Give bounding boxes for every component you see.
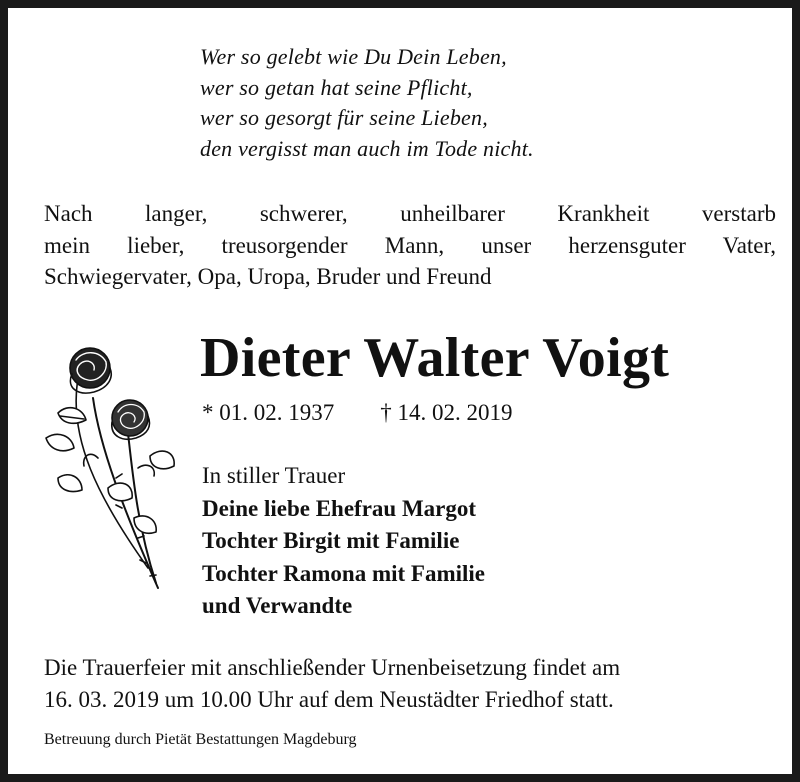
- mourners-heading: In stiller Trauer: [202, 463, 346, 488]
- life-dates: [202, 398, 513, 428]
- funeral-home-credit: Betreuung durch Pietät Bestattungen Magdeburg: [44, 731, 357, 748]
- deceased-name: Dieter Walter Voigt: [200, 327, 670, 389]
- announcement-text: [44, 198, 776, 293]
- roses-icon: [38, 338, 178, 598]
- poem-line: wer so gesorgt für seine Lieben,: [200, 105, 488, 130]
- announcement-line: mein lieber, treusorgender Mann, unser herzensguter Vater,: [44, 232, 776, 258]
- birth-date: * 01. 02. 1937: [202, 400, 335, 425]
- announcement-line: Nach langer, schwerer, unheilbarer Krankheit verstarb: [44, 201, 776, 226]
- memorial-poem: [200, 42, 760, 164]
- mourner-entry: Tochter Birgit mit Familie: [202, 528, 460, 553]
- mourner-entry: Tochter Ramona mit Familie: [202, 560, 485, 586]
- service-line: Die Trauerfeier mit anschließender Urnenbeisetzung findet am: [44, 655, 621, 680]
- mourner-entry: und Verwandte: [202, 593, 353, 618]
- death-date: † 14. 02. 2019: [380, 400, 513, 425]
- poem-line: Wer so gelebt wie Du Dein Leben,: [200, 44, 507, 69]
- service-line: 16. 03. 2019 um 10.00 Uhr auf dem Neustädter Friedhof statt.: [44, 687, 614, 712]
- poem-line: wer so getan hat seine Pflicht,: [200, 74, 473, 100]
- announcement-line: Schwiegervater, Opa, Uropa, Bruder und Freund: [44, 264, 492, 289]
- poem-line: den vergisst man auch im Tode nicht.: [200, 135, 534, 161]
- funeral-service-info: [44, 652, 774, 716]
- mourners-list: [202, 460, 485, 623]
- mourner-entry: Deine liebe Ehefrau Margot: [202, 495, 477, 521]
